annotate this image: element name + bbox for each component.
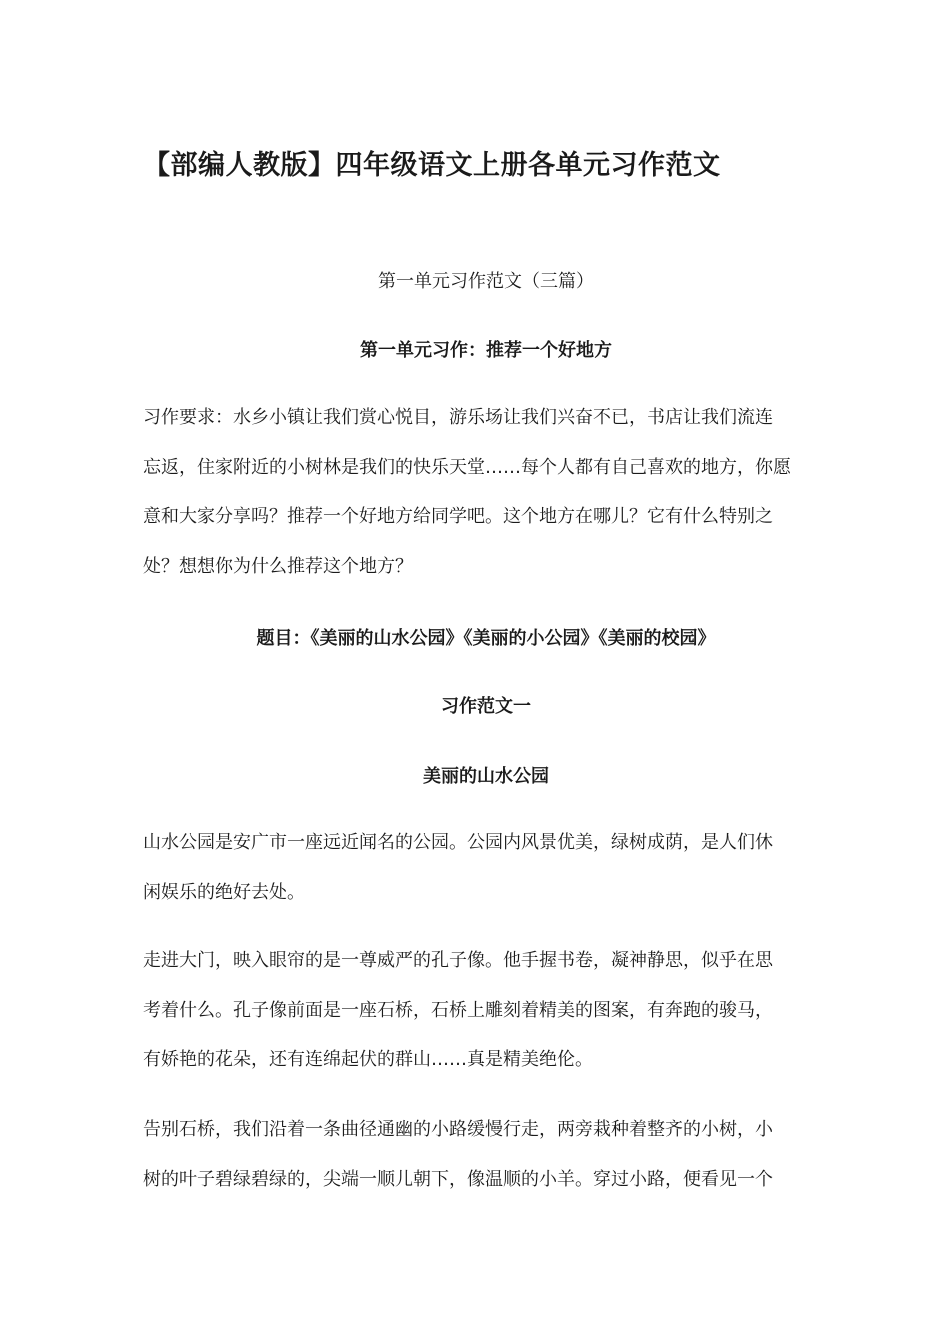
paragraph-line: 考着什么。孔子像前面是一座石桥，石桥上雕刻着精美的图案，有奔跑的骏马， — [143, 999, 773, 1021]
section-heading: 第一单元习作范文（三篇） — [378, 271, 594, 292]
document-title: 【部编人教版】四年级语文上册各单元习作范文 — [143, 150, 721, 181]
paragraph-line: 树的叶子碧绿碧绿的，尖端一顺儿朝下，像温顺的小羊。穿过小路，便看见一个 — [143, 1168, 773, 1190]
paragraph-line: 有娇艳的花朵，还有连绵起伏的群山……真是精美绝伦。 — [143, 1049, 593, 1070]
paragraph-line: 忘返，住家附近的小树林是我们的快乐天堂……每个人都有自己喜欢的地方，你愿 — [143, 456, 791, 478]
requirements-paragraph — [143, 393, 833, 591]
paragraph-line: 告别石桥，我们沿着一条曲径通幽的小路缓慢行走，两旁栽种着整齐的小树，小 — [143, 1119, 773, 1140]
paragraph-line: 走进大门，映入眼帘的是一尊威严的孔子像。他手握书卷，凝神静思，似乎在思 — [143, 950, 773, 971]
essay-title: 美丽的山水公园 — [423, 766, 549, 787]
paragraph-line: 山水公园是安广市一座远近闻名的公园。公园内风景优美，绿树成荫，是人们休 — [143, 832, 773, 853]
essay-label: 习作范文一 — [441, 696, 531, 717]
paragraph-line: 习作要求：水乡小镇让我们赏心悦目，游乐场让我们兴奋不已，书店让我们流连 — [143, 407, 773, 428]
essay-paragraph — [143, 818, 833, 917]
paragraph-line: 处？想想你为什么推荐这个地方？ — [143, 555, 413, 577]
topics-line: 题目：《美丽的山水公园》《美丽的小公园》《美丽的校园》 — [256, 628, 716, 649]
essay-paragraph — [143, 1105, 833, 1204]
paragraph-line: 闲娱乐的绝好去处。 — [143, 881, 305, 903]
essay-paragraph — [143, 936, 833, 1085]
paragraph-line: 意和大家分享吗？推荐一个好地方给同学吧。这个地方在哪儿？它有什么特别之 — [143, 506, 773, 527]
assignment-title: 第一单元习作：推荐一个好地方 — [360, 340, 612, 361]
